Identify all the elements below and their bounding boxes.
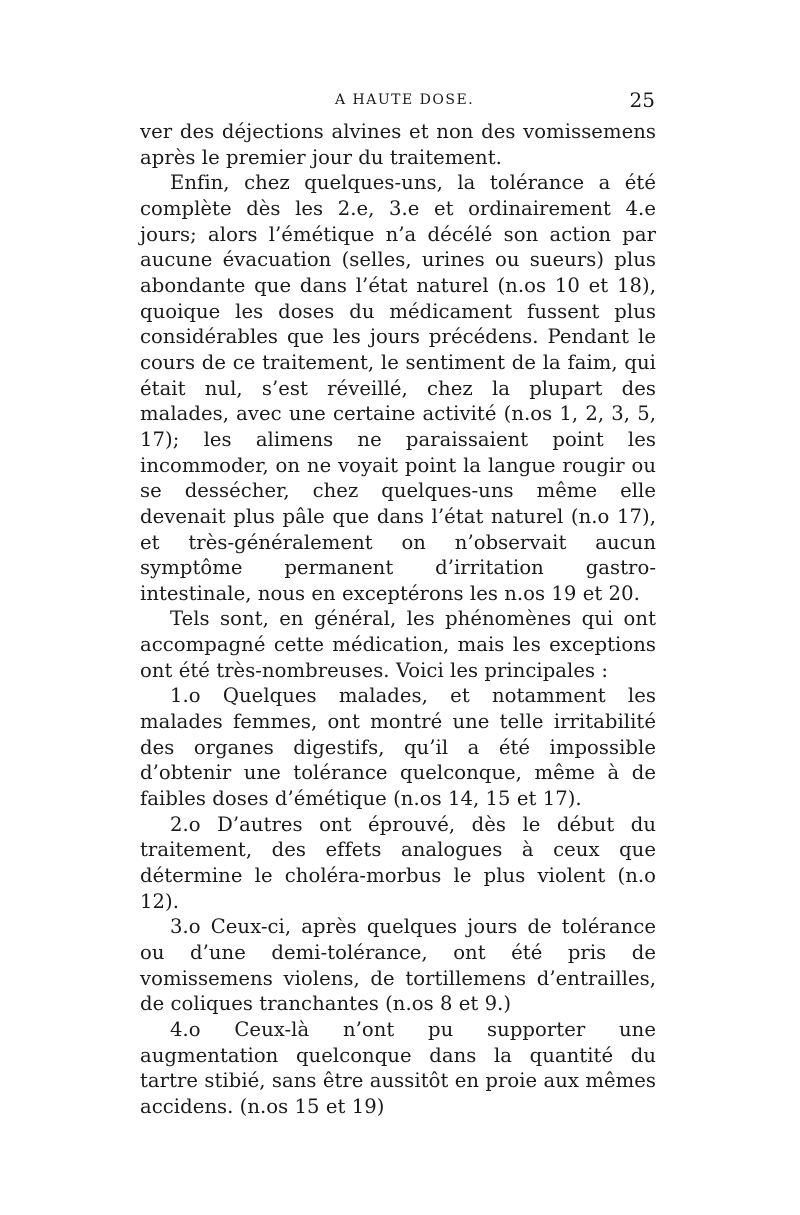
page-header	[140, 88, 655, 116]
exception-item-2: 2.o D’autres ont éprouvé, dès le début du traitement, des effets analogues à ceux que détermine le choléra-morbus le plus violent (n.o 12).	[140, 812, 656, 913]
exception-item-3: 3.o Ceux-ci, après quelques jours de tolérance ou d’une demi-tolérance, ont été pris de vomissemens violens, de tortillemens d’entrailles, de coliques tranchantes (n.os 8 et 9.)	[140, 915, 656, 1016]
page-number: 25	[629, 88, 655, 112]
paragraph-tolerance: Enfin, chez quelques-uns, la tolérance a été complète dès les 2.e, 3.e et ordinairement 4.e jours; alors l’émétique n’a décélé son action par aucune évacuation (selles, urines ou sueurs) plus abondante que dans l’état naturel (n.os 10 et 18), quoique les doses du médicament fussent plus considérables que les jours précédens. Pendant le cours de ce traitement, le sentiment de la faim, qui était nul, s’est réveillé, chez la plupart des malades, avec une certaine activité (n.os 1, 2, 3, 5, 17); les alimens ne paraissaient point les incommoder, on ne voyait point la langue rougir ou se dessécher, chez quelques-uns même elle devenait plus pâle que dans l’état naturel (n.o 17), et très-généralement on n’observait aucun symptôme permanent d’irritation gastro-intestinale, nous en exceptérons les n.os 19 et 20.	[140, 171, 656, 605]
body-text	[140, 119, 656, 1120]
exception-item-1: 1.o Quelques malades, et notamment les malades femmes, ont montré une telle irritabilité des organes digestifs, qu’il a été impossible d’obtenir une tolérance quelconque, même à de faibles doses d’émétique (n.os 14, 15 et 17).	[140, 684, 656, 811]
exception-item-4: 4.o Ceux-là n’ont pu supporter une augmentation quelconque dans la quantité du tartre stibié, sans être aussitôt en proie aux mêmes accidens. (n.os 15 et 19)	[140, 1017, 656, 1118]
paragraph-exceptions-intro: Tels sont, en général, les phénomènes qui ont accompagné cette médication, mais les exceptions ont été très-nombreuses. Voici les principales :	[140, 607, 656, 682]
paragraph-continuation: ver des déjections alvines et non des vomissemens après le premier jour du traitement.	[140, 120, 656, 169]
running-title: A HAUTE DOSE.	[335, 92, 475, 108]
